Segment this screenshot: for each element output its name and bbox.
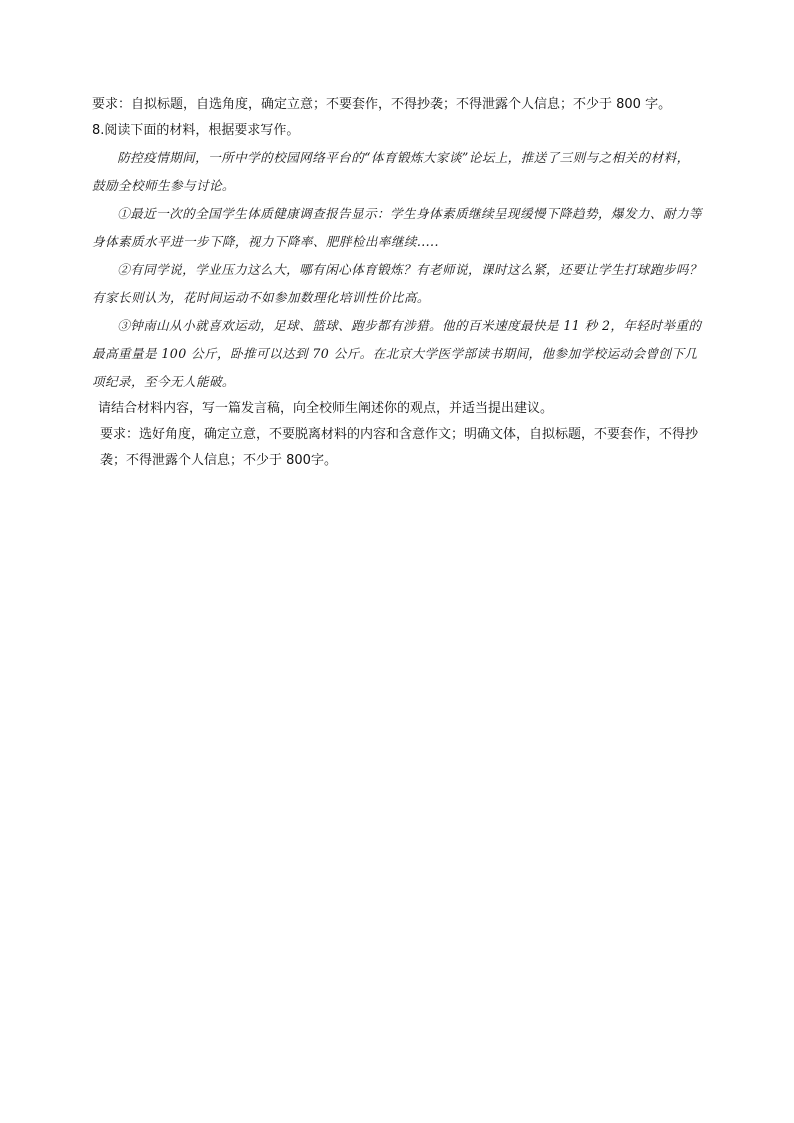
writing-prompt: 请结合材料内容，写一篇发言稿，向全校师生阐述你的观点，并适当提出建议。 bbox=[98, 401, 554, 416]
material-section bbox=[92, 144, 702, 396]
material-item-1: ①最近一次的全国学生体质健康调查报告显示：学生身体素质继续呈现缓慢下降趋势，爆发力、耐力等身体素质水平进一步下降，视力下降率、肥胖检出率继续..... bbox=[92, 206, 702, 249]
material-intro: 防控疫情期间，一所中学的校园网络平台的“体育锻炼大家谈”论坛上，推送了三则与之相关的材料，鼓励全校师生参与讨论。 bbox=[92, 150, 690, 193]
document-content bbox=[92, 92, 702, 474]
previous-requirement-text: 要求：自拟标题，自选角度，确定立意；不要套作，不得抄袭；不得泄露个人信息；不少于 800 字。 bbox=[92, 97, 672, 112]
material-item-3: ③钟南山从小就喜欢运动，足球、篮球、跑步都有涉猎。他的百米速度最快是 11 秒 2，年轻时举重的最高重量是 100 公斤，卧推可以达到 70 公斤。在北京大学医学部读书期间，他参加学校运动会曾创下几项纪录，至今无人能破。 bbox=[92, 318, 702, 389]
question-title: 8.阅读下面的材料，根据要求写作。 bbox=[92, 123, 300, 138]
final-requirement-text: 要求：选好角度，确定立意，不要脱离材料的内容和含意作文；明确文体，自拟标题，不要套作，不得抄袭；不得泄露个人信息；不少于 800字。 bbox=[100, 427, 699, 468]
material-item-2: ②有同学说，学业压力这么大，哪有闲心体育锻炼？有老师说，课时这么紧，还要让学生打球跑步吗？有家长则认为，花时间运动不如参加数理化培训性价比高。 bbox=[92, 262, 702, 305]
